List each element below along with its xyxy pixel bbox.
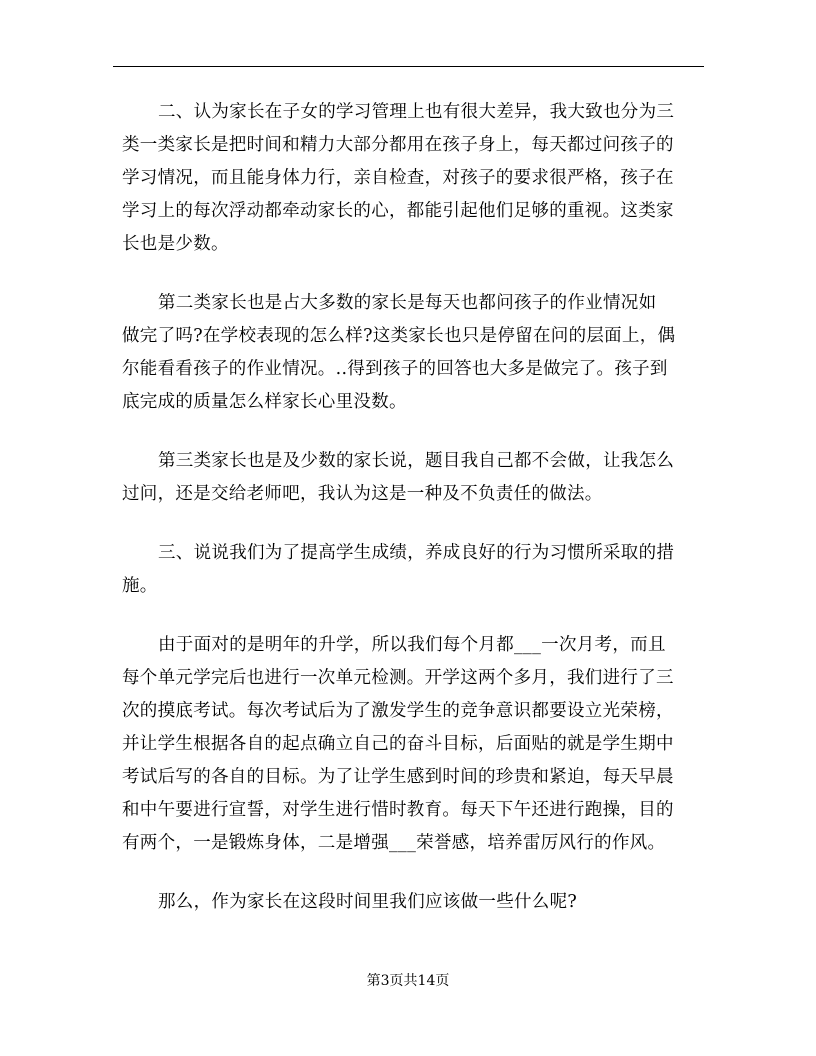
text-line: 尔能看看孩子的作业情况。..得到孩子的回答也大多是做完了。孩子到 bbox=[122, 359, 668, 379]
text-line: 学习情况，而且能身体力行，亲自检查，对孩子的要求很严格，孩子在 bbox=[122, 168, 674, 188]
text-line: 施。 bbox=[122, 576, 158, 596]
header-rule bbox=[113, 66, 704, 67]
text-line: 二、认为家长在子女的学习管理上也有很大差异，我大致也分为三 bbox=[158, 102, 675, 122]
paragraph-parent-differences bbox=[122, 96, 704, 261]
text-line: 长也是少数。 bbox=[122, 234, 229, 254]
text-line: 有两个，一是锻炼身体，二是增强___荣誉感，培养雷厉风行的作风。 bbox=[122, 833, 666, 853]
text-line: 那么，作为家长在这段时间里我们应该做一些什么呢? bbox=[158, 892, 578, 912]
text-line: 和中午要进行宣誓，对学生进行惜时教育。每天下午还进行跑操，目的 bbox=[122, 800, 674, 820]
text-line: 考试后写的各自的目标。为了让学生感到时间的珍贵和紧迫，每天早晨 bbox=[122, 767, 674, 787]
paragraph-second-type bbox=[122, 287, 704, 419]
text-line: 做完了吗?在学校表现的怎么样?这类家长也只是停留在问的层面上，偶 bbox=[122, 326, 676, 346]
text-line: 三、说说我们为了提高学生成绩，养成良好的行为习惯所采取的措 bbox=[158, 543, 675, 563]
page-number-footer: 第3页共14页 bbox=[366, 973, 450, 989]
text-line: 学习上的每次浮动都牵动家长的心，都能引起他们足够的重视。这类家 bbox=[122, 201, 674, 221]
paragraph-measures-heading bbox=[122, 537, 704, 603]
text-line: 底完成的质量怎么样家长心里没数。 bbox=[122, 392, 407, 412]
text-line: 次的摸底考试。每次考试后为了激发学生的竞争意识都要设立光荣榜， bbox=[122, 701, 674, 721]
text-line: 第三类家长也是及少数的家长说，题目我自己都不会做，让我怎么 bbox=[158, 451, 675, 471]
text-line: 每个单元学完后也进行一次单元检测。开学这两个多月，我们进行了三 bbox=[122, 668, 674, 688]
text-line: 类一类家长是把时间和精力大部分都用在孩子身上，每天都过问孩子的 bbox=[122, 135, 674, 155]
document-body bbox=[122, 96, 704, 945]
text-line: 第二类家长也是占大多数的家长是每天也都问孩子的作业情况如 bbox=[158, 293, 657, 313]
text-line: 过问，还是交给老师吧，我认为这是一种及不负责任的做法。 bbox=[122, 484, 603, 504]
text-line: 由于面对的是明年的升学，所以我们每个月都___一次月考，而且 bbox=[158, 635, 666, 655]
text-line: 并让学生根据各自的起点确立自己的奋斗目标，后面贴的就是学生期中 bbox=[122, 734, 674, 754]
paragraph-exam-measures bbox=[122, 629, 704, 860]
paragraph-parent-question bbox=[122, 886, 704, 919]
paragraph-third-type bbox=[122, 445, 704, 511]
